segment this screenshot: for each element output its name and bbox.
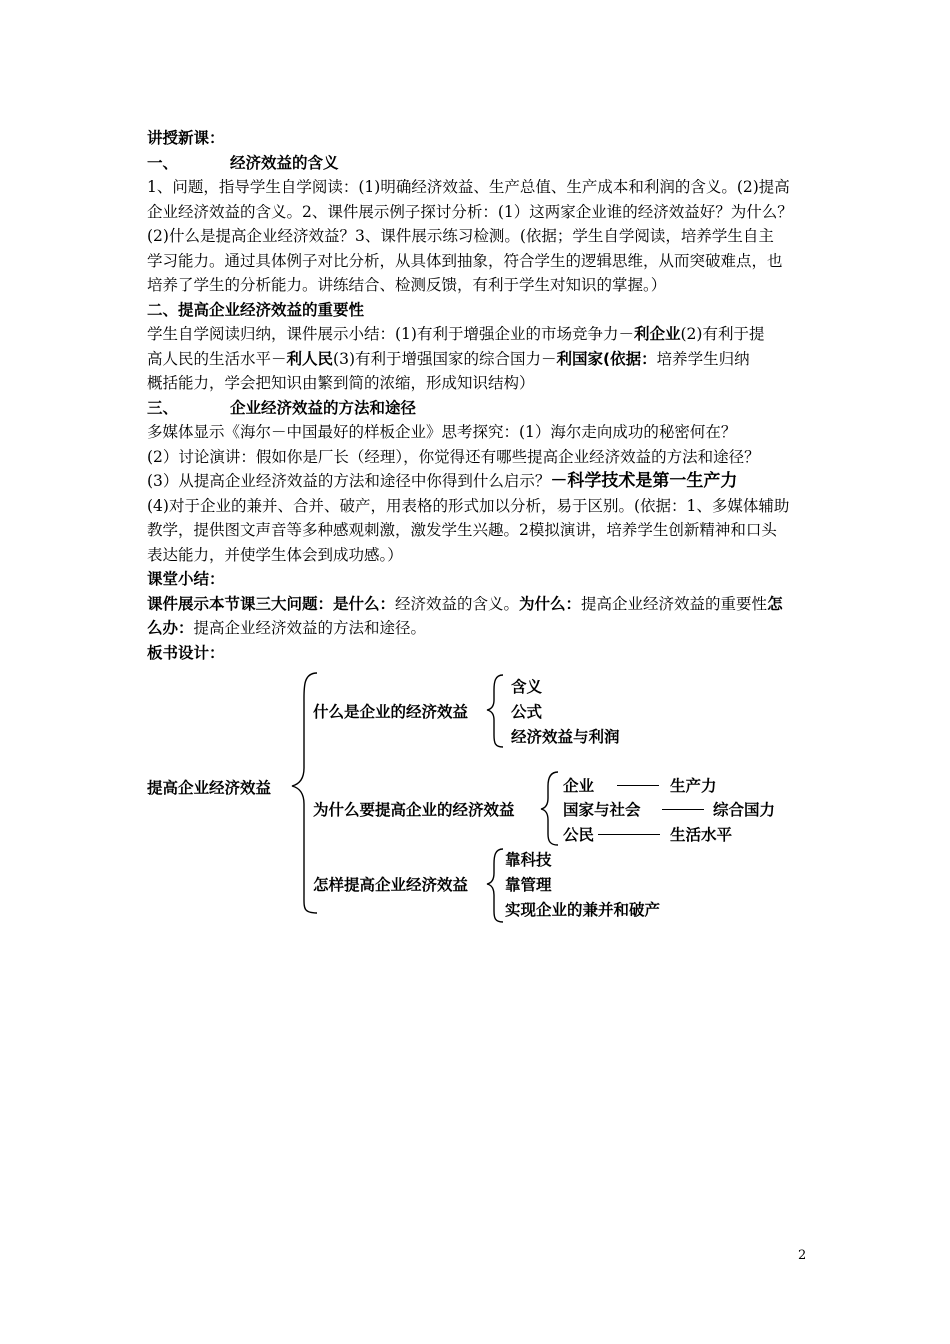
summary-heading: 课堂小结： [147,570,225,588]
section-3-line-6: 表达能力，并使学生体会到成功感。） [147,545,403,564]
summary-text: 提高企业经济效益的方法和途径。 [193,619,427,637]
section-2-text: (2)有利于提 [680,325,765,343]
summary-label: 课件展示本节课三大问题：是什么： [147,594,396,613]
board-row-left: 企业 [563,777,595,795]
keyword-people: 利人民 [286,349,334,368]
keyword-enterprise: 利企业 [633,325,681,343]
b1-brace [487,675,503,747]
b3-brace [487,849,503,922]
board-branch-why: 为什么要提高企业的经济效益 [313,801,515,819]
section-3-title: 企业经济效益的方法和途径 [230,398,417,417]
section-2-heading: 二、提高企业经济效益的重要性 [147,300,365,319]
board-item: 实现企业的兼并和破产 [505,901,661,919]
board-root: 提高企业经济效益 [147,779,272,797]
section-2-text: (3)有利于增强国家的综合国力－ [333,349,557,368]
summary-text: 提高企业经济效益的重要性 [581,594,768,613]
page-number: 2 [798,1248,807,1263]
section-1-line-5: 培养了学生的分析能力。讲练结合、检测反馈，有利于学生对知识的掌握。） [147,276,667,294]
board-branch-what: 什么是企业的经济效益 [313,703,469,721]
summary-label: 么办： [147,619,194,637]
basis-label: (依据： [603,349,657,368]
section-3-line-5: 教学，提供图文声音等多种感观刺激，激发学生兴趣。2模拟演讲，培养学生创新精神和口头 [147,521,777,539]
connector-line [598,834,660,835]
keyword-nation: 利国家 [556,349,604,368]
section-1-number: 一、 [147,153,179,172]
section-2-text: 培养学生归纳 [656,349,750,368]
section-3-line-1: 多媒体显示《海尔－中国最好的样板企业》思考探究：(1）海尔走向成功的秘密何在？ [147,423,737,441]
board-row-right: 生产力 [670,777,717,795]
section-3-text: (3）从提高企业经济效益的方法和途径中你得到什么启示？ [147,472,551,490]
section-2-text: 学生自学阅读归纳，课件展示小结：(1)有利于增强企业的市场竞争力－ [147,325,634,343]
b2-brace [541,772,558,845]
board-row-right: 综合国力 [713,801,776,819]
section-1-title: 经济效益的含义 [230,153,339,172]
summary-text: 经济效益的含义。 [395,594,520,613]
section-2-line-3: 概括能力，学会把知识由繁到简的浓缩，形成知识结构） [147,374,535,392]
board-item: 经济效益与利润 [511,728,620,746]
section-3-line-2: (2）讨论演讲：假如你是厂长（经理），你觉得还有哪些提高企业经济效益的方法和途径？ [147,447,760,466]
section-3-number: 三、 [147,398,179,417]
board-branch-how: 怎样提高企业经济效益 [313,876,469,894]
board-item: 靠科技 [505,851,552,869]
board-row-left: 公民 [563,826,595,844]
section-1-line-2: 企业经济效益的含义。2、课件展示例子探讨分析：(1）这两家企业谁的经济效益好？为什么？ [147,202,793,221]
summary-label: 为什么： [519,594,582,613]
board-item: 含义 [511,678,543,696]
section-3-line-4: (4)对于企业的兼并、合并、破产，用表格的形式加以分析，易于区别。(依据：1、多媒体辅助 [147,496,790,515]
summary-label: 怎 [767,594,783,613]
board-item: 靠管理 [505,876,552,894]
section-1-line-3: (2)什么是提高企业经济效益？3、课件展示练习检测。(依据；学生自学阅读，培养学生自主 [147,227,774,245]
connector-line [662,809,704,810]
board-heading: 板书设计： [147,643,225,662]
board-item: 公式 [511,703,543,721]
board-row-right: 生活水平 [670,826,733,844]
section-1-line-1: 1、问题，指导学生自学阅读：(1)明确经济效益、生产总值、生产成本和利润的含义。(2)提高 [147,178,790,196]
keyword-science-productivity: －科学技术是第一生产力 [550,471,738,491]
section-2-text: 高人民的生活水平－ [147,349,287,368]
connector-line [617,785,659,786]
teaching-heading: 讲授新课： [147,129,225,147]
section-1-line-4: 学习能力。通过具体例子对比分析，从具体到抽象，符合学生的逻辑思维，从而突破难点，也 [147,251,783,270]
board-row-left: 国家与社会 [563,801,641,819]
